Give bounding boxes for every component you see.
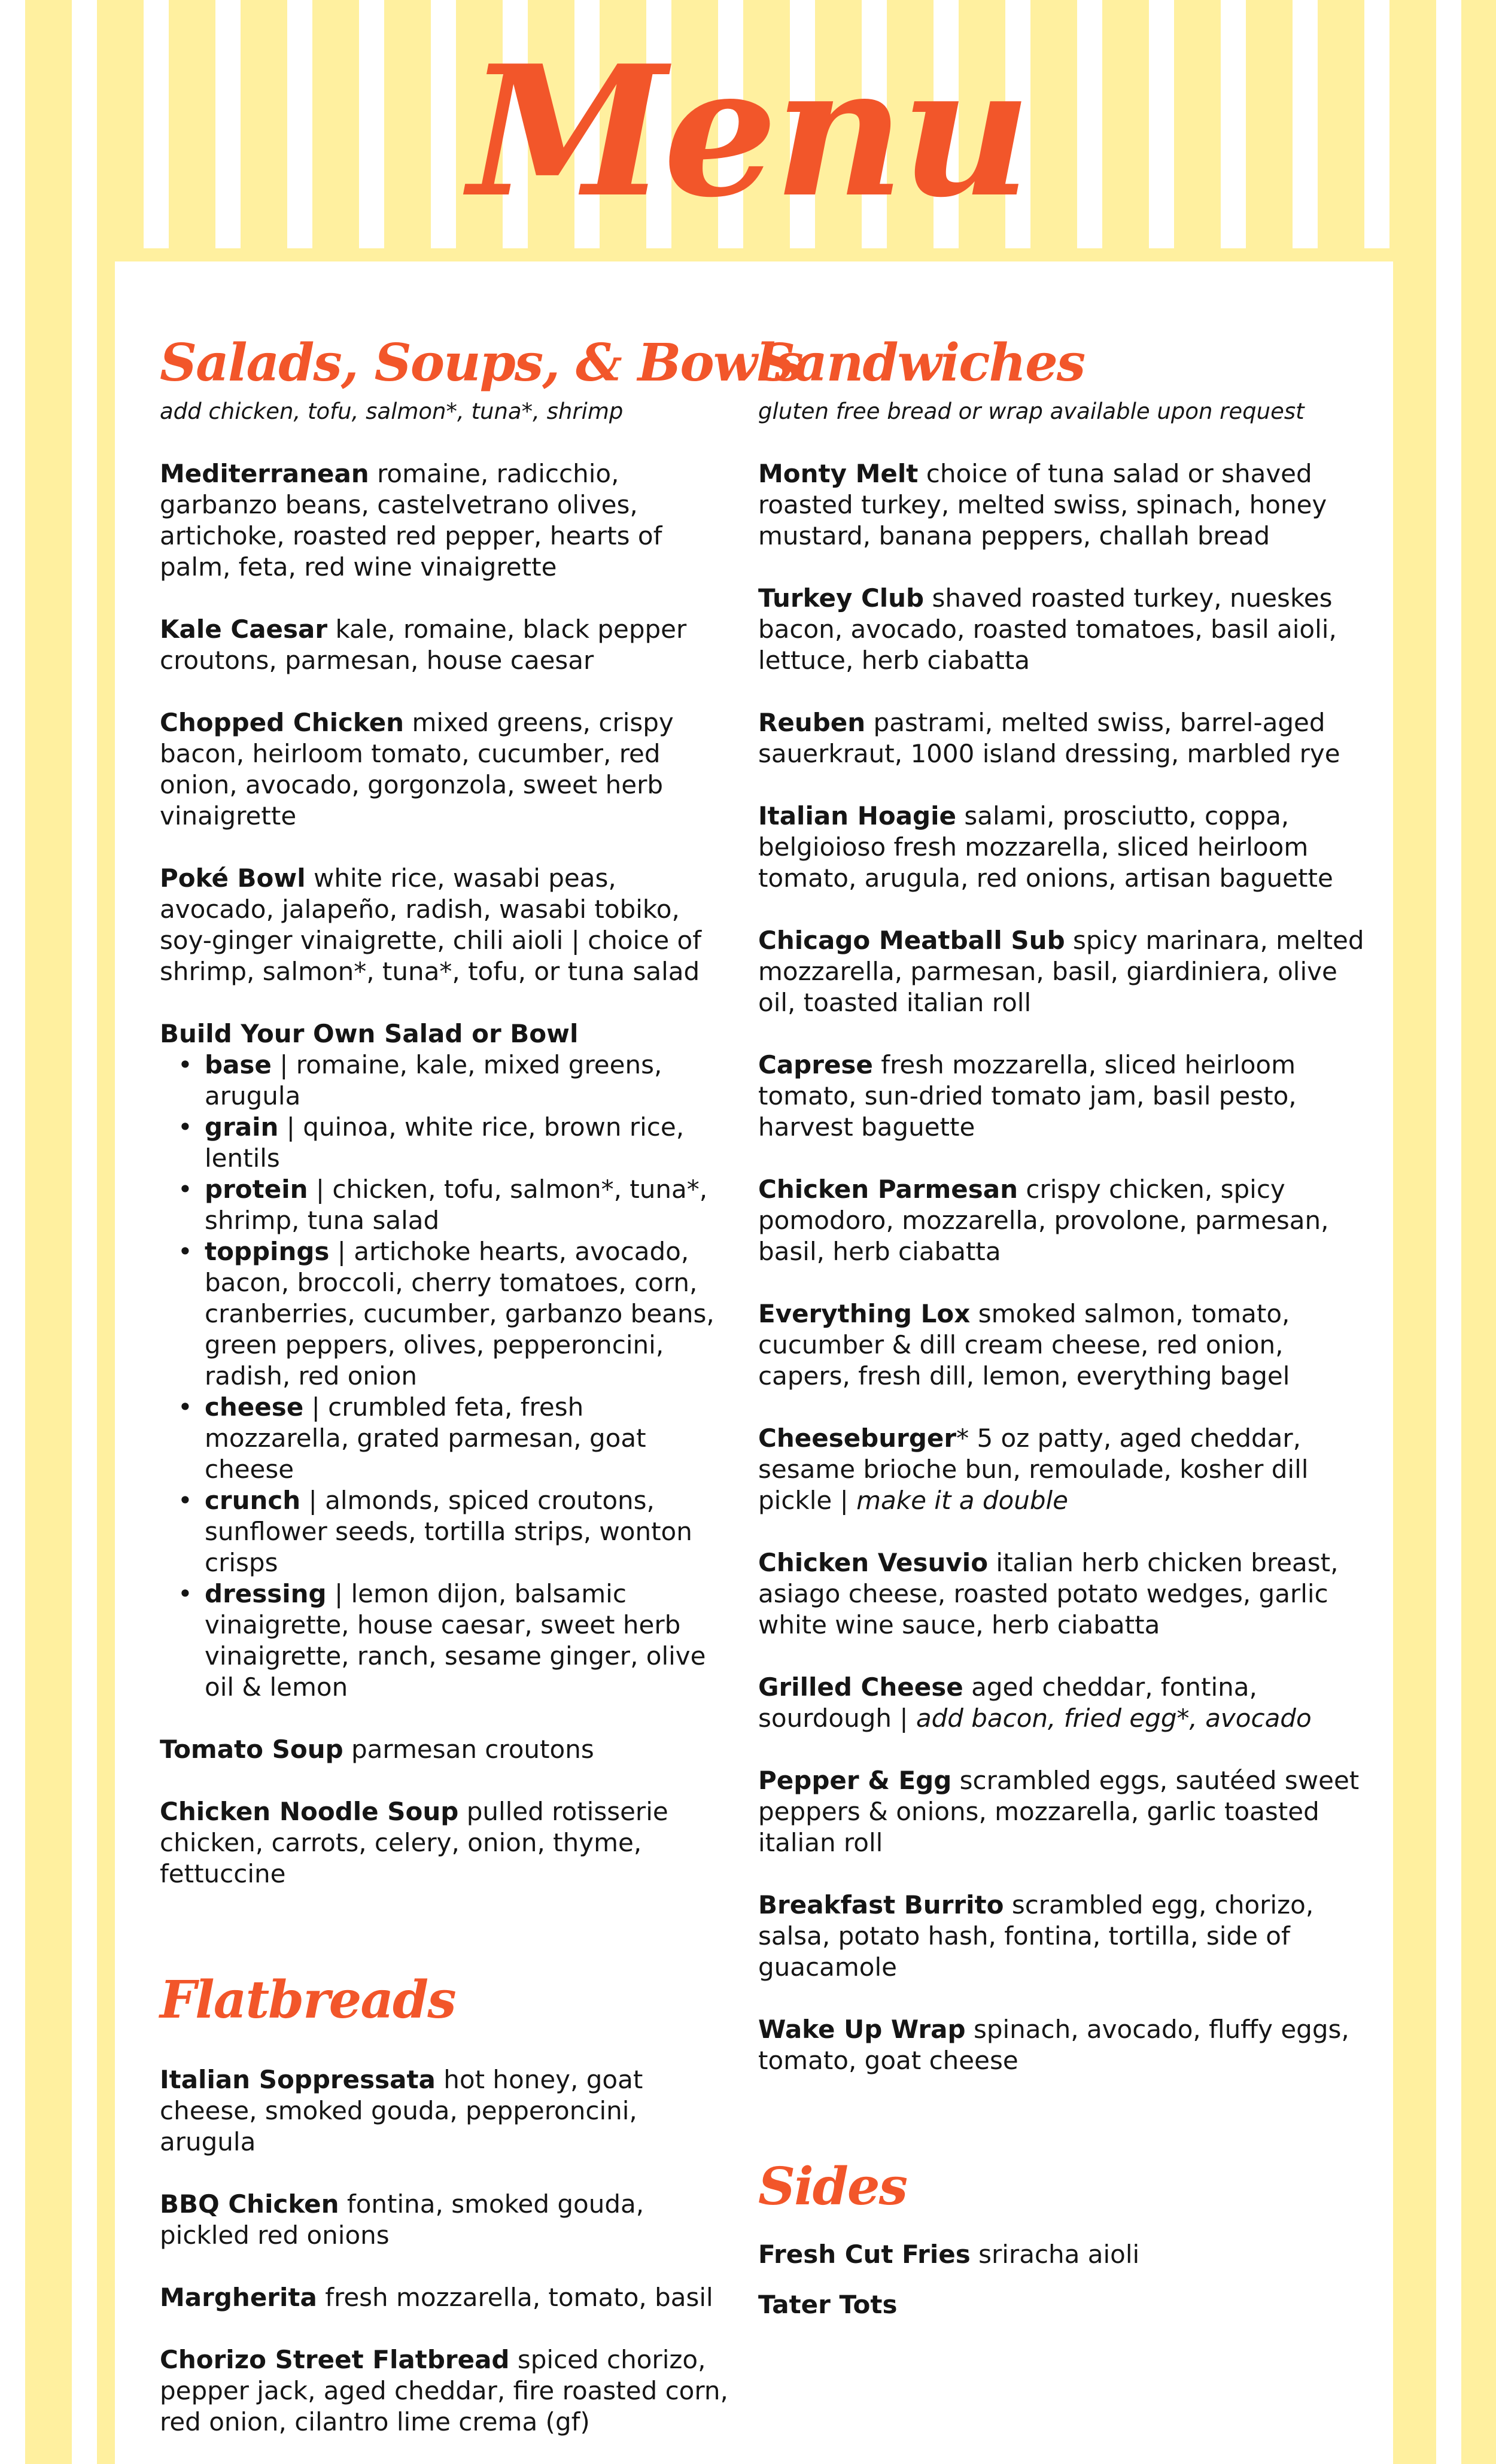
build-your-own: [160, 1018, 728, 1703]
item-name: Chicago Meatball Sub: [758, 926, 1065, 955]
menu-item: [160, 707, 728, 832]
option-desc: | romaine, kale, mixed greens, arugula: [205, 1050, 662, 1111]
item-desc: pastrami, melted swiss, barrel-aged sauerkraut, 1000 island dressing, marbled rye: [758, 708, 1340, 768]
item-name: Chopped Chicken: [160, 708, 405, 737]
menu-item: [758, 1547, 1381, 1641]
item-name: Fresh Cut Fries: [758, 2240, 971, 2269]
menu-item: [758, 2014, 1381, 2076]
list-item: [160, 1050, 728, 1112]
menu-sheet: [102, 248, 1406, 2464]
menu-item: [758, 1298, 1381, 1392]
option-desc: | almonds, spiced croutons, sunflower seeds, tortilla strips, wonton crisps: [205, 1486, 692, 1577]
flatbreads-heading: Flatbreads: [160, 1970, 455, 2030]
list-item: [160, 1485, 728, 1578]
option-name: grain: [205, 1112, 279, 1142]
sides-heading: Sides: [758, 2156, 907, 2217]
menu-item: [758, 707, 1381, 769]
option-name: cheese: [205, 1392, 304, 1422]
item-desc: fontina, smoked gouda, pickled red onions: [160, 2189, 644, 2250]
sandwiches-heading: Sandwiches: [758, 333, 1085, 393]
item-name: BBQ Chicken: [160, 2189, 339, 2219]
item-name: Breakfast Burrito: [758, 1890, 1004, 1920]
item-desc: romaine, radicchio, garbanzo beans, castelvetrano olives, artichoke, roasted red pepper, hearts of palm, feta, red wine vinaigrette: [160, 459, 662, 582]
item-name: Grilled Cheese: [758, 1672, 963, 1702]
item-name: Turkey Club: [758, 583, 925, 613]
item-desc: fresh mozzarella, sliced heirloom tomato, sun-dried tomato jam, basil pesto, harvest baguette: [758, 1050, 1297, 1142]
item-name: Mediterranean: [160, 459, 369, 488]
item-name: Tomato Soup: [160, 1735, 343, 1764]
item-name: Cheeseburger: [758, 1423, 957, 1453]
item-name: Caprese: [758, 1050, 873, 1079]
item-name: Everything Lox: [758, 1299, 971, 1328]
item-name: Margherita: [160, 2283, 317, 2312]
item-desc: scrambled egg, chorizo, salsa, potato hash, fontina, tortilla, side of guacamole: [758, 1890, 1314, 1982]
item-name: Chicken Vesuvio: [758, 1548, 989, 1577]
list-item: [160, 1392, 728, 1485]
menu-item: [758, 583, 1381, 676]
menu-item: [758, 2239, 1381, 2270]
item-desc: salami, prosciutto, coppa, belgioioso fresh mozzarella, sliced heirloom tomato, arugula, red onions, artisan baguette: [758, 801, 1333, 893]
option-desc: | quinoa, white rice, brown rice, lentils: [205, 1112, 685, 1173]
item-name: Chicken Parmesan: [758, 1175, 1018, 1204]
bullet-icon: •: [178, 1050, 193, 1079]
option-desc: | chicken, tofu, salmon*, tuna*, shrimp, tuna salad: [205, 1175, 708, 1235]
option-desc: | artichoke hearts, avocado, bacon, broccoli, cherry tomatoes, corn, cranberries, cucumber, garbanzo beans, green peppers, olives, pepperoncini, radish, red onion: [205, 1237, 714, 1391]
item-desc: choice of tuna salad or shaved roasted turkey, melted swiss, spinach, honey mustard, banana peppers, challah bread: [758, 459, 1327, 550]
item-desc: sriracha aioli: [978, 2240, 1140, 2269]
option-name: toppings: [205, 1237, 330, 1266]
item-desc: parmesan croutons: [351, 1735, 594, 1764]
item-extra: add bacon, fried egg*, avocado: [916, 1703, 1312, 1733]
item-desc: smoked salmon, tomato, cucumber & dill cream cheese, red onion, capers, fresh dill, lemon, everything bagel: [758, 1299, 1290, 1391]
item-name: Kale Caesar: [160, 615, 328, 644]
menu-item: [758, 801, 1381, 894]
menu-item: [758, 1050, 1381, 1143]
bullet-icon: •: [178, 1112, 193, 1142]
menu-item: [160, 614, 728, 676]
salads-note: add chicken, tofu, salmon*, tuna*, shrimp: [160, 399, 624, 424]
option-desc: | lemon dijon, balsamic vinaigrette, house caesar, sweet herb vinaigrette, ranch, sesame ginger, olive oil & lemon: [205, 1579, 706, 1702]
item-desc: italian herb chicken breast, asiago cheese, roasted potato wedges, garlic white wine sauce, herb ciabatta: [758, 1548, 1339, 1639]
page-title: Menu: [468, 26, 1028, 237]
item-desc: shaved roasted turkey, nueskes bacon, avocado, roasted tomatoes, basil aioli, lettuce, herb ciabatta: [758, 583, 1337, 675]
menu-item: [160, 2064, 728, 2158]
bullet-icon: •: [178, 1579, 193, 1608]
menu-item: [160, 1796, 728, 1890]
bullet-icon: •: [178, 1486, 193, 1515]
item-desc: hot honey, goat cheese, smoked gouda, pepperoncini, arugula: [160, 2065, 643, 2156]
item-desc: fresh mozzarella, tomato, basil: [325, 2283, 713, 2312]
item-name: Tater Tots: [758, 2290, 898, 2319]
menu-item: [758, 1423, 1381, 1516]
build-options-list: [160, 1050, 728, 1703]
item-name: Italian Soppressata: [160, 2065, 436, 2094]
item-name: Chicken Noodle Soup: [160, 1797, 459, 1826]
item-desc: spiced chorizo, pepper jack, aged cheddar, fire roasted corn, red onion, cilantro lime crema (gf): [160, 2345, 728, 2436]
item-name: Reuben: [758, 708, 866, 737]
menu-item: [160, 458, 728, 583]
list-item: [160, 1578, 728, 1703]
list-item: [160, 1112, 728, 1174]
item-name: Italian Hoagie: [758, 801, 956, 831]
menu-item: [160, 2344, 728, 2438]
left-column: [160, 330, 802, 2438]
option-name: base: [205, 1050, 272, 1079]
list-item: [160, 1174, 728, 1236]
menu-item: [160, 2189, 728, 2251]
item-desc: * 5 oz patty, aged cheddar, sesame brioche bun, remoulade, kosher dill pickle |: [758, 1423, 1309, 1515]
item-desc: white rice, wasabi peas, avocado, jalapeño, radish, wasabi tobiko, soy-ginger vinaigrette, chili aioli | choice of shrimp, salmon*, tuna*, tofu, or tuna salad: [160, 863, 701, 986]
item-name: Chorizo Street Flatbread: [160, 2345, 510, 2374]
bullet-icon: •: [178, 1175, 193, 1204]
build-title: Build Your Own Salad or Bowl: [160, 1019, 579, 1048]
menu-item: [758, 1765, 1381, 1858]
menu-item: [160, 1734, 728, 1765]
list-item: [160, 1236, 728, 1392]
item-desc: spinach, avocado, fluffy eggs, tomato, goat cheese: [758, 2015, 1349, 2075]
item-desc: mixed greens, crispy bacon, heirloom tomato, cucumber, red onion, avocado, gorgonzola, sweet herb vinaigrette: [160, 708, 674, 831]
salads-heading: Salads, Soups, & Bowls: [160, 333, 802, 393]
option-desc: | crumbled feta, fresh mozzarella, grated parmesan, goat cheese: [205, 1392, 646, 1484]
bullet-icon: •: [178, 1237, 193, 1266]
right-column: [758, 330, 1381, 2320]
item-desc: crispy chicken, spicy pomodoro, mozzarella, provolone, parmesan, basil, herb ciabatta: [758, 1175, 1329, 1266]
item-desc: aged cheddar, fontina, sourdough |: [758, 1672, 1257, 1733]
item-desc: spicy marinara, melted mozzarella, parmesan, basil, giardiniera, olive oil, toasted italian roll: [758, 926, 1364, 1017]
item-desc: pulled rotisserie chicken, carrots, celery, onion, thyme, fettuccine: [160, 1797, 668, 1888]
sandwiches-note: gluten free bread or wrap available upon request: [758, 399, 1305, 424]
item-name: Wake Up Wrap: [758, 2015, 966, 2044]
menu-item: [160, 863, 728, 987]
bullet-icon: •: [178, 1392, 193, 1422]
menu-item: [160, 2282, 728, 2313]
menu-item: [758, 2289, 1381, 2320]
item-extra: make it a double: [856, 1486, 1069, 1515]
menu-item: [758, 925, 1381, 1018]
option-name: protein: [205, 1175, 308, 1204]
item-name: Poké Bowl: [160, 863, 306, 893]
option-name: crunch: [205, 1486, 301, 1515]
item-desc: scrambled eggs, sautéed sweet peppers & onions, mozzarella, garlic toasted italian roll: [758, 1766, 1360, 1857]
option-name: dressing: [205, 1579, 327, 1608]
menu-item: [758, 458, 1381, 552]
menu-item: [758, 1174, 1381, 1267]
item-name: Pepper & Egg: [758, 1766, 952, 1795]
item-name: Monty Melt: [758, 459, 919, 488]
menu-item: [758, 1890, 1381, 1983]
menu-item: [758, 1672, 1381, 1734]
item-desc: kale, romaine, black pepper croutons, parmesan, house caesar: [160, 615, 687, 675]
